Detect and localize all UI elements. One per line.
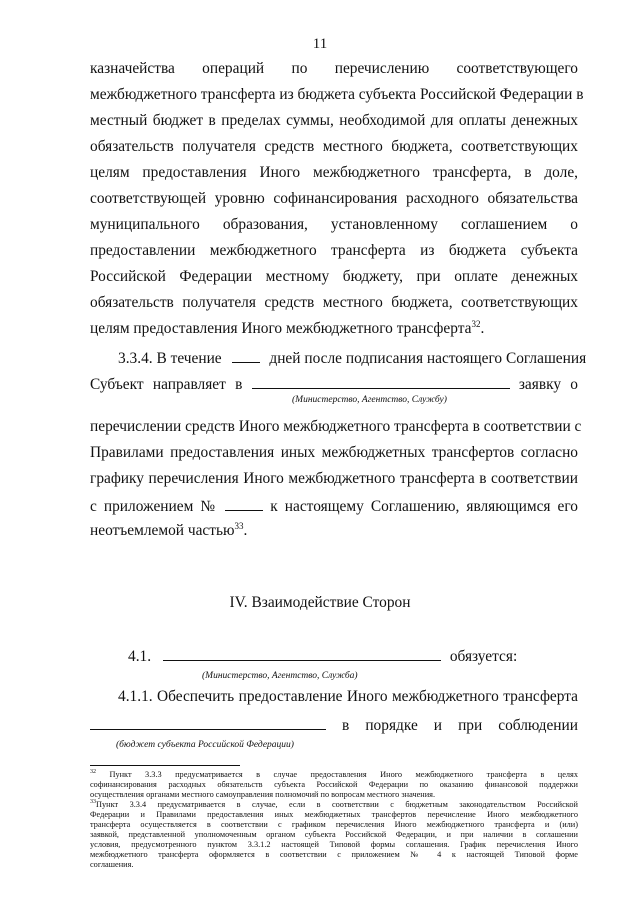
text-fragment: дней после подписания настоящего Соглашения (269, 350, 587, 367)
budget-blank-field[interactable] (90, 715, 326, 730)
footnote-mark: 32 (90, 769, 96, 776)
footnote-line (90, 800, 578, 810)
footnote-ref: 32 (471, 318, 481, 329)
clause-3-3-4-line-1 (118, 348, 587, 368)
text-line: обязательств получателя средств местного бюджета, соответствующих (90, 294, 578, 311)
text-line: обязательств получателя средств местного бюджета, соответствующих (90, 138, 578, 155)
text-fragment: в (342, 717, 350, 734)
page-number: 11 (312, 36, 328, 52)
paragraph-last-line (90, 320, 578, 338)
text-line: 4.1.1. Обеспечить предоставление Иного межбюджетного трансферта (118, 688, 578, 705)
text-line: межбюджетного трансферта из бюджета субъекта Российской Федерации в (90, 86, 584, 103)
clause-3-3-4-last-line (90, 522, 578, 540)
footnote-line: софинансирования расходных обязательств субъекта Российской Федерации по оказанию финансовой поддержки (90, 780, 578, 789)
text-fragment: целям предоставления Иного межбюджетного трансферта (90, 320, 472, 337)
footnote-line (90, 770, 578, 780)
clause-4-1-1-line-2 (90, 715, 578, 735)
text-fragment: . (480, 320, 485, 337)
footnote-line: трансферта осуществляется в соответствии с графиком перечисления Иного межбюджетного трансферта и (или) (90, 820, 578, 829)
footnote-ref: 33 (234, 520, 244, 531)
field-caption: (Министерство, Агентство, Служба) (202, 671, 358, 681)
text-line: местный бюджет в пределах суммы, необходимой для оплаты денежных (90, 112, 578, 129)
footnote-line: соглашения. (90, 860, 134, 869)
text-fragment: Субъект направляет в (90, 376, 243, 393)
footnote-text: Пункт 3.3.4 предусматривается в случае, если в соответствии с бюджетным законодательством Российской (96, 800, 578, 809)
text-fragment: . (243, 522, 248, 539)
text-line: муниципального образования, установленному соглашением о (90, 216, 578, 233)
footnote-line: осуществления органами местного самоуправления полномочий по вопросам местного значения. (90, 790, 436, 799)
section-heading: IV. Взаимодействие Сторон (229, 594, 411, 611)
footnote-divider (90, 765, 240, 766)
text-line: целям предоставления Иного межбюджетного трансферта, в доле, (90, 164, 578, 181)
text-line: казначейства операций по перечислению соответствующего (90, 60, 578, 77)
days-blank-field[interactable] (232, 348, 260, 363)
text-fragment: соблюдении (498, 717, 578, 734)
footnote-line: условия, предусмотренного пунктом 3.3.1.2 настоящей Типовой формы соглашения. График перечисления Иного (90, 840, 578, 849)
footnote-line: заявкой, представленной уполномоченным органом субъекта Российской Федерации, и при наличии в соглашении (90, 830, 578, 839)
footnote-text: Пункт 3.3.3 предусматривается в случае предоставления Иного межбюджетного трансферта в целях (109, 770, 578, 779)
text-fragment: порядке (365, 717, 418, 734)
footnote-line: Федерации и Правилами предоставления иных межбюджетных трансфертов перечисление Иного межбюджетного (90, 810, 578, 819)
text-fragment: с приложением № (90, 498, 219, 515)
text-line: соответствующей уровню софинансирования расходного обязательства (90, 190, 578, 207)
text-fragment: при (458, 717, 483, 734)
text-line: графику перечисления Иного межбюджетного трансферта в соответствии (90, 470, 578, 487)
clause-4-1 (128, 646, 578, 666)
field-caption: (Министерство, Агентство, Службу) (292, 395, 447, 405)
party-blank-field[interactable] (163, 646, 441, 661)
text-fragment: обязуется: (449, 648, 518, 665)
clause-number: 3.3.4. В течение (118, 350, 222, 367)
appendix-number-blank-field[interactable] (225, 496, 263, 511)
recipient-blank-field[interactable] (252, 374, 510, 389)
text-line: предоставлении межбюджетного трансферта из бюджета субъекта (90, 242, 578, 259)
clause-3-3-4-line-2 (90, 374, 578, 394)
text-fragment: заявку о (518, 376, 578, 393)
text-fragment: и (433, 717, 443, 734)
field-caption: (бюджет субъекта Российской Федерации) (116, 740, 294, 750)
text-line: перечислении средств Иного межбюджетного трансферта в соответствии с (90, 418, 582, 435)
text-line: Правилами предоставления иных межбюджетных трансфертов согласно (90, 444, 578, 461)
text-fragment: неотъемлемой частью (90, 522, 235, 539)
text-fragment: к настоящему Соглашению, являющимся его (270, 498, 578, 515)
clause-number: 4.1. (128, 648, 152, 665)
text-line: Российской Федерации местному бюджету, при оплате денежных (90, 268, 578, 285)
footnote-mark: 33 (90, 799, 96, 806)
clause-3-3-4-line-6 (90, 496, 578, 516)
footnote-line: межбюджетного трансферта оформляется в соответствии с приложением № 4 к настоящей Типовой форме (90, 850, 578, 859)
